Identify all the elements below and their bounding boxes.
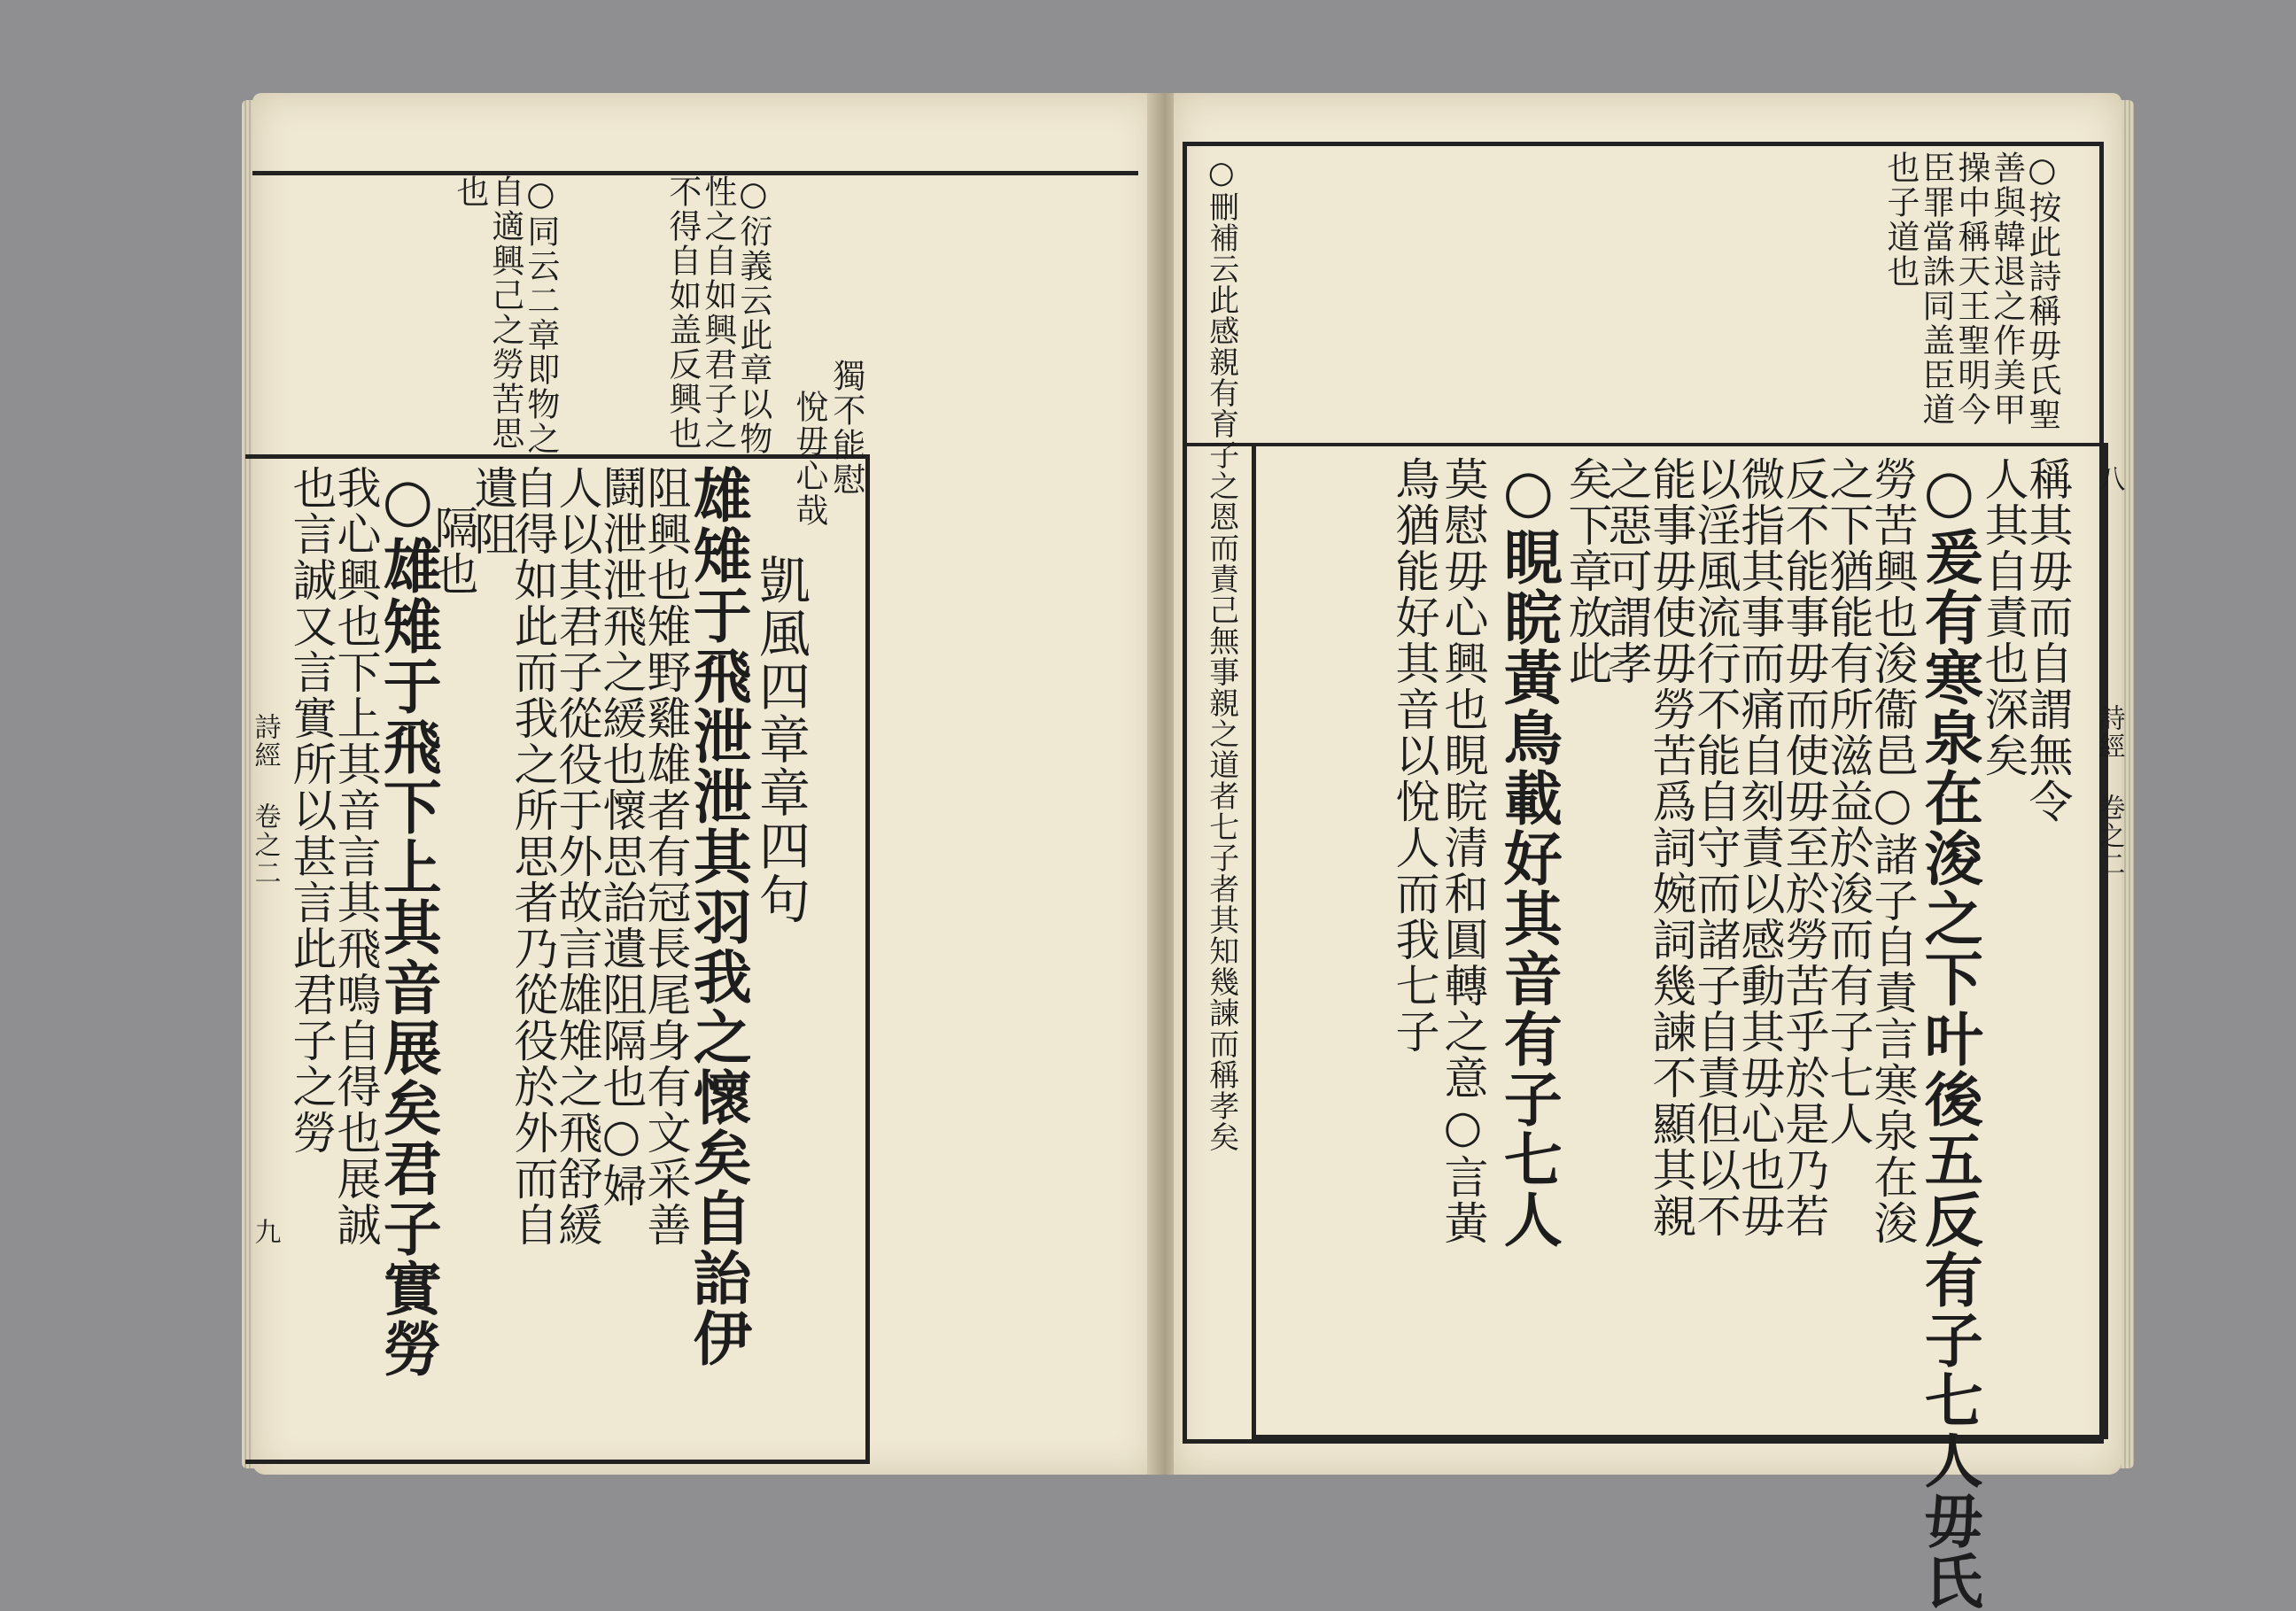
text-column: 隔也 xyxy=(427,505,479,597)
text-column: ○雄雉于飛下上其音展矣君子實勞 xyxy=(373,465,443,1379)
right-page xyxy=(1174,93,2125,1611)
header-note: 操中稱天王聖明今 xyxy=(1951,151,1990,427)
text-column: 反不能事毋而使毋至於勞苦乎於是乃若 xyxy=(1778,456,1830,1239)
text-column: ○爰有寒泉在浚之下叶後五反有子七人毋氏 xyxy=(1914,456,1984,1611)
text-column: 之下猶能有所滋益於浚而有子七人 xyxy=(1822,456,1874,1147)
header-note: ○同云二章即物之 xyxy=(521,174,560,456)
text-column: 之惡可謂孝 xyxy=(1601,456,1653,686)
header-note: 自適興己之勞苦思 xyxy=(485,174,524,451)
header-note: 性之自如興君子之 xyxy=(698,174,737,451)
text-column: 鳥猶能好其音以悅人而我七子 xyxy=(1388,456,1440,1055)
text-column: 雄雉于飛泄泄其羽我之懷矣自詒伊 xyxy=(683,465,753,1368)
text-column: 微指其事而痛自刻責以感動其毋心也毋 xyxy=(1734,456,1786,1239)
text-column: 遺阻 xyxy=(467,465,519,557)
text-column: 矣下章放此 xyxy=(1561,456,1613,686)
book-spread xyxy=(249,93,2125,1611)
text-column: 能事毋使毋勞苦爲詞婉詞幾諫不顯其親 xyxy=(1645,456,1697,1239)
text-column: 鬪泄泄飛之緩也懷思詒遺阻隔也○婦 xyxy=(595,465,648,1209)
text-column: 稱其毋而自謂無令 xyxy=(2021,456,2074,825)
note-line: ○刪補云此感親有育子之恩而責己無事親之道者七子者其知幾諫而稱孝矣 xyxy=(1203,155,1239,1152)
text-column: 我心興也下上其音言其飛鳴自得也展誠 xyxy=(330,465,382,1248)
header-note: 不得自如盖反興也 xyxy=(663,174,702,451)
upper-tail: 悅毋心哉 xyxy=(789,390,828,528)
folio-number: 九 xyxy=(249,1218,281,1246)
left-page xyxy=(249,93,1156,1475)
header-note: ○按此詩稱毋氏聖 xyxy=(2022,151,2061,432)
text-column: 莫慰毋心興也睍睆清和圓轉之意○言黃 xyxy=(1437,456,1489,1246)
text-column: 人其自責也深矣 xyxy=(1977,456,2029,778)
header-note: 善與韓退之作美甲 xyxy=(1987,151,2026,427)
header-note: 臣罪當誅同盖臣道 xyxy=(1916,151,1955,427)
header-note: 也 xyxy=(450,174,489,209)
header-note: 也子道也 xyxy=(1881,151,1920,289)
text-column: 人以其君子從役于外故言雄雉之飛舒緩 xyxy=(551,465,603,1248)
text-column: ○睍睆黃鳥載好其音有子七人 xyxy=(1493,456,1563,1250)
header-note: ○衍義云此章以物 xyxy=(733,174,772,456)
text-column: 勞苦興也浚衞邑○諸子自責言寒泉在浚 xyxy=(1866,456,1919,1246)
text-column: 自得如此而我之所思者乃從役於外而自 xyxy=(507,465,559,1248)
fore-edge-title: 詩經 卷之二 xyxy=(249,713,281,887)
fore-edge-title: 詩經 卷之二 xyxy=(2093,704,2125,879)
text-column: 阻興也雉野雞雄者有冠長尾身有文采善 xyxy=(640,465,692,1248)
upper-tail: 獨不能慰 xyxy=(826,359,865,497)
text-column: 也言誠又言實所以甚言此君子之勞 xyxy=(285,465,337,1156)
folio-number: 八 xyxy=(2093,465,2125,493)
chapter-count: 凱風四章章四句 xyxy=(749,554,811,926)
text-column: 以淫風流行不能自守而諸子自責但以不 xyxy=(1689,456,1741,1239)
